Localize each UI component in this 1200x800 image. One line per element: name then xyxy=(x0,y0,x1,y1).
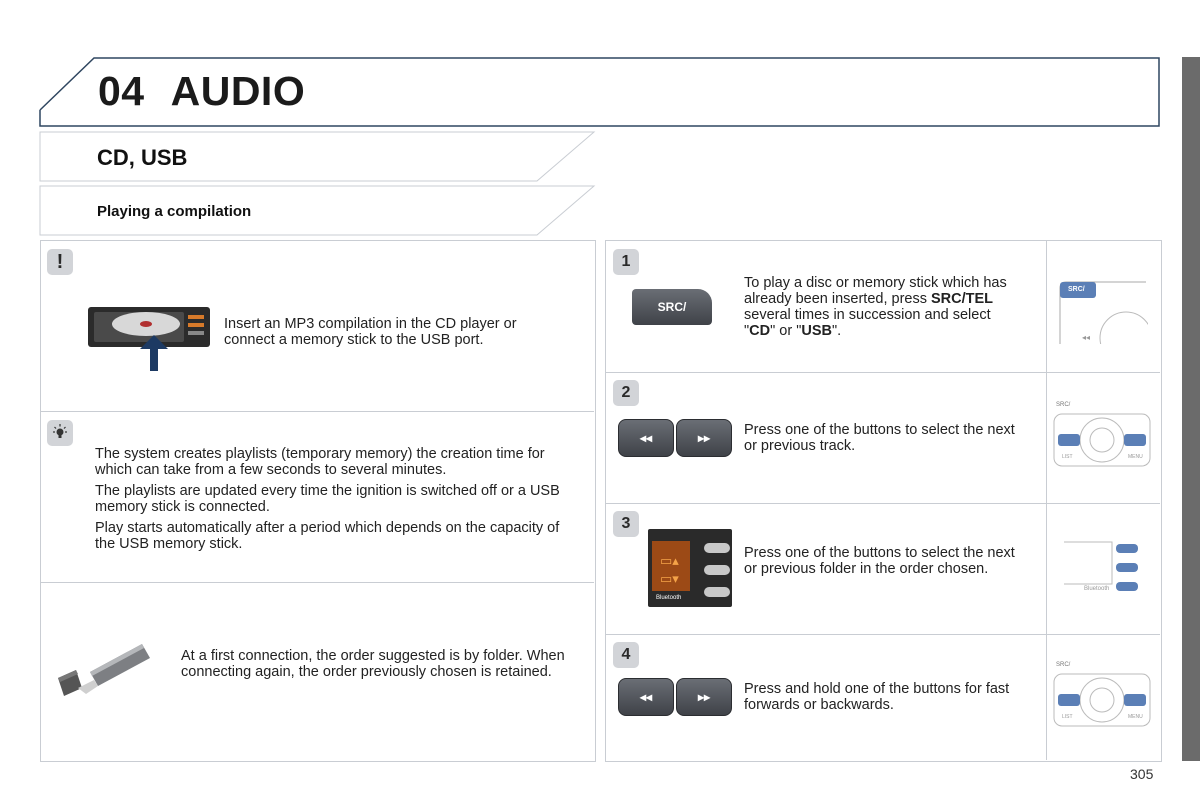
chapter-number: 04 xyxy=(98,68,145,114)
step-1-text xyxy=(744,275,1024,339)
fast-forward-icon: ▸▸ xyxy=(697,690,711,704)
divider xyxy=(1046,241,1047,760)
warning-text: Insert an MP3 compilation in the CD player or connect a memory stick to the USB port. xyxy=(224,316,517,348)
step-2-text: Press one of the buttons to select the next or previous track. xyxy=(744,422,1015,454)
previous-icon: ◂◂ xyxy=(639,431,653,445)
display-screen xyxy=(652,541,690,591)
tip-paragraph: Play starts automatically after a period which depends on the capacity of the USB memory stick. xyxy=(95,520,560,552)
usb-stick-illustration xyxy=(56,640,156,700)
step-1-bold: CD xyxy=(749,323,771,339)
fast-forward-button xyxy=(676,678,732,716)
step-1-text-part: ". xyxy=(831,323,842,339)
tip-paragraph: The playlists are updated every time the ignition is switched off or a USB memory stick is connected. xyxy=(95,483,560,515)
rewind-icon: ◂◂ xyxy=(639,690,653,704)
section-title: CD, USB xyxy=(97,145,188,170)
step-3-text: Press one of the buttons to select the next or previous folder in the order chosen. xyxy=(744,545,1015,577)
src-tel-button xyxy=(632,289,712,325)
thumb-list-label: LIST xyxy=(1062,714,1073,720)
thumb-src-label: SRC/ xyxy=(1056,402,1071,408)
step-4-number: 4 xyxy=(613,642,639,668)
thumb-src-label: SRC/ xyxy=(1068,286,1085,293)
tip-text xyxy=(95,446,580,552)
step-3-number: 3 xyxy=(613,511,639,537)
step-1-text-part: To play a disc or memory stick which has already been inserted, press xyxy=(744,275,1007,307)
divider xyxy=(606,372,1160,373)
chapter-heading xyxy=(98,68,305,115)
folder-down-icon: ▭▾ xyxy=(660,571,679,586)
step-1-bold: SRC/TEL xyxy=(931,291,994,307)
next-icon: ▸▸ xyxy=(697,431,711,445)
next-track-button xyxy=(676,419,732,457)
thumb-list-label: LIST xyxy=(1062,454,1073,460)
page-number: 305 xyxy=(1130,766,1154,782)
side-button xyxy=(704,565,730,575)
step-1-text-part: several times in succession and select " xyxy=(744,307,991,339)
divider xyxy=(41,411,594,412)
step-2-number: 2 xyxy=(613,380,639,406)
chapter-title: AUDIO xyxy=(170,68,306,114)
step-1-text-part: " or " xyxy=(770,323,802,339)
divider xyxy=(606,634,1160,635)
step-1-panel-thumbnail xyxy=(1056,278,1148,344)
usb-text: At a first connection, the order suggested is by folder. When connecting again, the order previously chosen is retained. xyxy=(181,648,565,680)
previous-track-button xyxy=(618,419,674,457)
bluetooth-label: Bluetooth xyxy=(656,595,682,601)
folder-buttons-illustration xyxy=(648,529,732,607)
cd-player-illustration xyxy=(88,307,212,371)
step-4-text: Press and hold one of the buttons for fast forwards or backwards. xyxy=(744,681,1010,713)
thumb-menu-label: MENU xyxy=(1128,714,1143,720)
step-1-bold: USB xyxy=(801,323,832,339)
warning-icon: ! xyxy=(47,249,73,275)
side-button xyxy=(704,587,730,597)
chapter-tab-bar xyxy=(1182,57,1200,761)
step-4-panel-thumbnail xyxy=(1052,660,1152,730)
thumb-menu-label: MENU xyxy=(1128,454,1143,460)
divider xyxy=(41,582,594,583)
folder-up-icon: ▭▴ xyxy=(660,553,679,568)
src-tel-button-label: SRC/ xyxy=(657,300,687,314)
svg-text:◂◂: ◂◂ xyxy=(1082,333,1091,342)
thumb-bluetooth-label: Bluetooth xyxy=(1084,586,1110,592)
subsection-title: Playing a compilation xyxy=(97,203,252,220)
thumb-src-label: SRC/ xyxy=(1056,662,1071,668)
tip-paragraph: The system creates playlists (temporary memory) the creation time for which can take from a few seconds to several minutes. xyxy=(95,446,545,478)
fast-backward-button xyxy=(618,678,674,716)
divider xyxy=(606,503,1160,504)
step-1-number: 1 xyxy=(613,249,639,275)
step-3-panel-thumbnail xyxy=(1062,538,1152,602)
step-2-panel-thumbnail xyxy=(1052,400,1152,470)
lightbulb-icon xyxy=(47,420,73,446)
side-button xyxy=(704,543,730,553)
